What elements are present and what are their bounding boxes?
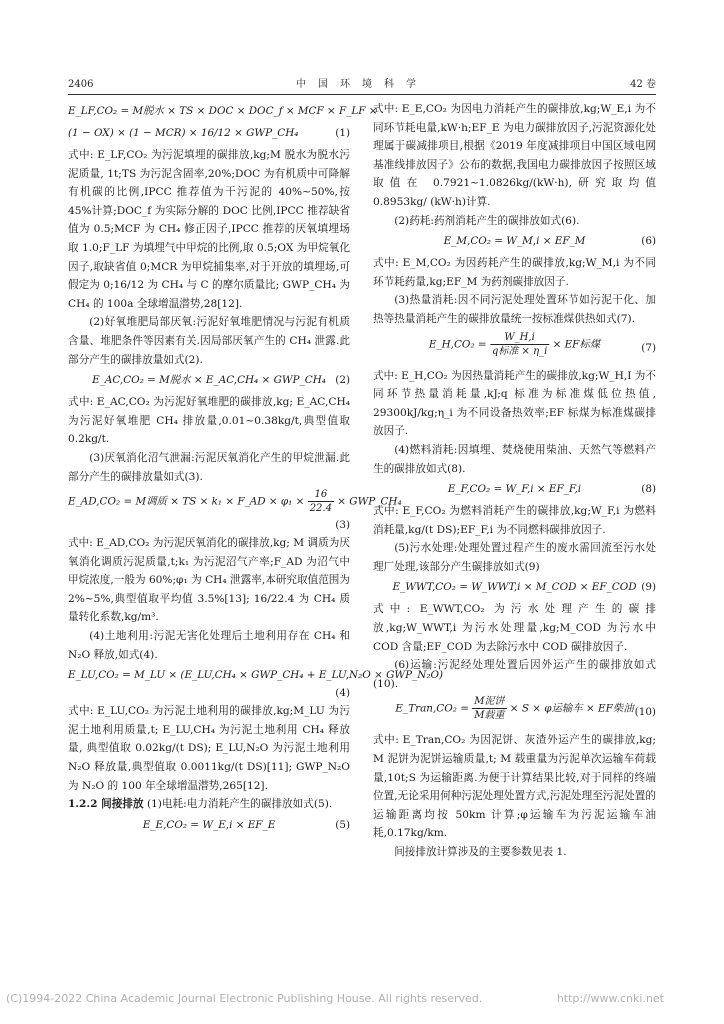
- paragraph: (5)污水处理:处理处置过程产生的废水需回流至污水处理厂处理,该部分产生碳排放如式(9): [373, 542, 656, 573]
- equation-text: [68, 488, 402, 515]
- fraction: [472, 695, 506, 722]
- section-heading: 1.2.2 间接排放: [68, 798, 144, 811]
- section-paragraph: [68, 795, 350, 814]
- paragraph-text: (1)电耗:电力消耗产生的碳排放如式(5).: [146, 798, 333, 811]
- equation-7: [373, 331, 656, 365]
- paragraph: (6)运输:污泥经处理处置后因外运产生的碳排放如式(10).: [373, 659, 656, 690]
- paragraph: 式中: E_H,CO₂ 为因热量消耗产生的碳排放,kg;W_H,I 为不同环节热量消耗量,kJ;q 标准为标准煤低位热值, 29300kJ/kg;η_i 为不同设备热效率;EF 标煤为标准煤碳排放因子.: [373, 369, 656, 438]
- fraction-numerator: M泥饼: [474, 696, 505, 708]
- equation-number: (4): [335, 687, 350, 700]
- page-header: [68, 76, 656, 92]
- header-rule: [68, 94, 656, 95]
- equation-text: E_M,CO₂ = W_M,i × EF_M: [443, 235, 586, 248]
- equation-2: [68, 371, 350, 391]
- equation-4-number-row: [68, 684, 350, 700]
- fraction-denominator: q标准 × η_i: [491, 345, 548, 357]
- equation-part: × GWP_CH₄: [337, 495, 402, 508]
- equation-part: × EF标煤: [552, 338, 601, 351]
- equation-10: [373, 695, 656, 729]
- page-footer: [0, 990, 724, 1010]
- equation-number: (8): [641, 483, 656, 496]
- equation-1-line-2: [68, 124, 350, 144]
- fraction-denominator: M载重: [474, 710, 505, 722]
- footer-url: http://www.cnki.net: [556, 992, 664, 1005]
- equation-number: (9): [641, 581, 656, 594]
- fraction: [490, 331, 549, 358]
- equation-6: [373, 232, 656, 252]
- fraction: [308, 488, 334, 515]
- page-number: 2406: [68, 79, 94, 90]
- equation-part: E_Tran,CO₂ =: [395, 702, 469, 715]
- paragraph: 式中: E_F,CO₂ 为燃料消耗产生的碳排放,kg;W_F,i 为燃料消耗量,kg/(t DS);EF_F,i 为不同燃料碳排放因子.: [373, 505, 656, 536]
- equation-number: (3): [335, 519, 350, 532]
- equation-text: [395, 695, 633, 722]
- equation-4: [68, 666, 444, 686]
- paragraph: (3)厌氧消化沼气泄漏:污泥厌氧消化产生的甲烷泄漏.此部分产生的碳排放量如式(3).: [68, 451, 350, 483]
- paragraph: (2)好氧堆肥局部厌氧:污泥好氧堆肥情况与污泥有机质含量、堆肥条件等因素有关.因局部厌氧产生的 CH₄ 泄露.此部分产生的碳排放量如式(2).: [68, 316, 350, 366]
- volume-label: 42 卷: [630, 79, 656, 90]
- paragraph: (3)热量消耗:因不同污泥处理处置环节如污泥干化、加热等热量消耗产生的碳排放量统一按标准煤供热如式(7).: [373, 294, 656, 325]
- fraction-numerator: 16: [308, 488, 334, 502]
- paragraph: (4)土地利用:污泥无害化处理后土地利用存在 CH₄ 和 N₂O 释放,如式(4).: [68, 630, 350, 661]
- equation-text: E_WWT,CO₂ = W_WWT,i × M_COD × EF_COD: [392, 581, 637, 594]
- equation-text: E_LF,CO₂ = M脱水 × TS × DOC × DOC_f × MCF × F_LF ×: [68, 105, 378, 117]
- paragraph: (4)燃料消耗:因填埋、焚烧使用柴油、天然气等燃料产生的碳排放如式(8).: [373, 443, 656, 475]
- equation-1-line-1: [68, 102, 378, 122]
- paragraph: 间接排放计算涉及的主要参数见表 1.: [394, 846, 567, 858]
- equation-3-number-row: [68, 516, 350, 532]
- fraction-denominator: 22.4: [309, 503, 332, 515]
- paragraph: (2)药耗:药剂消耗产生的碳排放如式(6).: [394, 214, 580, 227]
- equation-number: (1): [335, 127, 350, 139]
- fraction-numerator: W_H,i: [490, 331, 549, 345]
- equation-number: (5): [335, 818, 350, 831]
- equation-part: E_AD,CO₂ = M调质 × TS × k₁ × F_AD × φ₁ ×: [68, 495, 305, 508]
- right-column: [373, 100, 656, 862]
- paragraph: 式中: E_E,CO₂ 为因电力消耗产生的碳排放,kg;W_E,i 为不同环节耗电量,kW·h;EF_E 为电力碳排放因子,污泥资源化处理属于碳减排项目,根据《2019 年度减排项目中国区域电网基准线排放因子》公布的数据,我国电力碳排放因子按照区域取值在 0.7921~1.0826kg/(kW·h),研究取均值 0.8953kg/ (kW·h)计算.: [373, 103, 656, 208]
- equation-text: E_F,CO₂ = W_F,i × EF_F,i: [447, 483, 582, 496]
- paragraph: 式中: E_AC,CO₂ 为污泥好氧堆肥的碳排放,kg; E_AC,CH₄ 为污泥好氧堆肥 CH₄ 排放量,0.01~0.38kg/t,典型值取 0.2kg/t.: [68, 396, 350, 446]
- equation-text: E_E,CO₂ = W_E,i × EF_E: [142, 818, 276, 831]
- equation-9: [373, 578, 656, 598]
- equation-8: [373, 480, 656, 500]
- equation-number: (10): [634, 706, 656, 719]
- journal-title: 中国环境科学: [296, 79, 428, 90]
- equation-text: E_AC,CO₂ = M脱水 × E_AC,CH₄ × GWP_CH₄: [92, 374, 326, 387]
- paragraph: 式中: E_Tran,CO₂ 为因泥饼、灰渣外运产生的碳排放,kg; M 泥饼为泥饼运输质量,t; M 载重量为污泥单次运输车荷载量,10t;S 为运输距离.为便于计算结果比较,对于同样的终端位置,无论采用何种污泥处理处置方式,污泥处理至污泥处置的运输距离均按 50km 计算;φ运输车为污泥运输车油耗,0.17kg/km.: [373, 734, 656, 840]
- paragraph: 式中: E_LU,CO₂ 为污泥土地利用的碳排放,kg;M_LU 为污泥土地利用质量,t; E_LU,CH₄ 为污泥土地利用 CH₄ 释放量, 典型值取 0.02kg/(t DS); E_LU,N₂O 为污泥土地利用 N₂O 释放量,典型值取 0.0011kg/(t DS)[11]; GWP_N₂O 为 N₂O 的 100 年全球增温潜势,265[12].: [68, 705, 350, 792]
- paragraph: 式中: E_WWT,CO₂ 为污水处理产生的碳排放,kg;W_WWT,i 为污水处理量,kg;M_COD 为污水中 COD 含量;EF_COD 为去除污水中 COD 碳排放因子.: [373, 603, 656, 653]
- paragraph: 式中: E_M,CO₂ 为因药耗产生的碳排放,kg;W_M,i 为不同环节耗药量,kg;EF_M 为药剂碳排放因子.: [373, 257, 656, 288]
- equation-5: [68, 816, 350, 836]
- copyright-notice: (C)1994-2022 China Academic Journal Electronic Publishing House. All rights reserved.: [6, 992, 483, 1005]
- equation-number: (7): [641, 341, 656, 354]
- equation-text: E_LU,CO₂ = M_LU × (E_LU,CH₄ × GWP_CH₄ + E_LU,N₂O × GWP_N₂O): [68, 669, 444, 682]
- equation-part: × S × φ运输车 × EF柴油: [509, 702, 634, 715]
- equation-number: (2): [335, 374, 350, 387]
- equation-part: E_H,CO₂ =: [428, 338, 487, 351]
- paragraph: 式中: E_AD,CO₂ 为污泥厌氧消化的碳排放,kg; M 调质为厌氧消化调质污泥质量,t;k₁ 为污泥沼气产率;F_AD 为沼气中甲烷浓度,一般为 60%;φ₁ 为 CH₄ 泄露率,本研究取值范围为 2%~5%,典型值取平均值 3.5%[13]; 16/22.4 为 CH₄ 质量转化系数,kg/m³.: [68, 537, 350, 624]
- paragraph: 式中: E_LF,CO₂ 为污泥填埋的碳排放,kg;M 脱水为脱水污泥质量, 1t;TS 为污泥含固率,20%;DOC 为有机质中可降解有机碳的比例,IPCC 推荐值为干污泥的 40%~50%,按 45%计算;DOC_f 为实际分解的 DOC 比例,IPCC 推荐缺省值为 0.5;MCF 为 CH₄ 修正因子,IPCC 推荐的厌氧填埋场取 1.0;F_LF 为填埋气中甲烷的比例,取 0.5;OX 为甲烷氧化因子,取缺省值 0;MCR 为甲烷捕集率,对于开放的填埋场,可假定为 0;16/12 为 CH₄ 与 C 的摩尔质量比; GWP_CH₄ 为 CH₄ 的 100a 全球增温潜势,28[12].: [68, 149, 350, 310]
- equation-text: [429, 331, 600, 358]
- equation-number: (6): [641, 235, 656, 248]
- equation-text: (1 − OX) × (1 − MCR) × 16/12 × GWP_CH₄: [68, 127, 299, 139]
